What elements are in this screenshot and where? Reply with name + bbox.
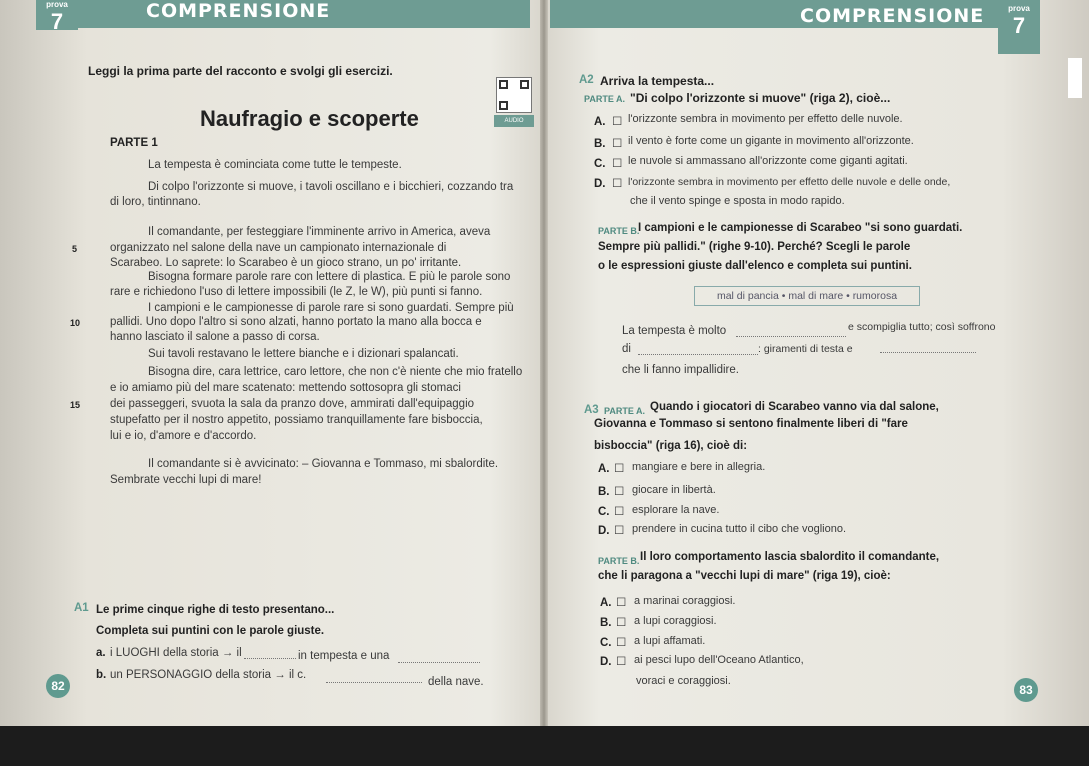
a3-b-opt-a-letter: A.: [600, 597, 612, 609]
table-surface: [0, 726, 1089, 766]
a3-b-opt-d-letter: D.: [600, 656, 612, 668]
fill-blank-3[interactable]: [880, 342, 976, 353]
right-badge-number: 7: [1012, 13, 1026, 38]
a2-part-b-question-3: o le espressioni giuste dall'elenco e completa sui puntini.: [598, 260, 912, 272]
a2-part-b-question-1: I campioni e le campionesse di Scarabeo "si sono guardati.: [638, 222, 963, 234]
a3-opt-c-letter: C.: [598, 506, 610, 518]
a3-opt-d-text: prendere in cucina tutto il cibo che vogliono.: [632, 523, 847, 535]
left-header-title: COMPRENSIONE: [146, 0, 331, 22]
a1-item-b-end: della nave.: [428, 676, 484, 688]
line-number-10: 10: [70, 318, 81, 328]
a3-part-a-question-3: bisboccia" (riga 16), cioè di:: [594, 440, 748, 452]
a3-opt-b-letter: B.: [598, 486, 610, 498]
text-line-5: organizzato nel salone della nave un campionato internazionale di: [110, 242, 447, 254]
exercise-a1-label: A1: [74, 602, 89, 614]
right-prova-badge: [998, 0, 1040, 54]
a3-part-b-question-2: che li paragona a "vecchi lupi di mare" (riga 19), cioè:: [598, 570, 891, 582]
text-line-9: I campioni e le campionesse di parole rare si sono guardati. Sempre più: [148, 302, 514, 314]
a2-opt-c-letter: C.: [594, 158, 606, 170]
text-line-2: Di colpo l'orizzonte si muove, i tavoli oscillano e i bicchieri, cozzando tra: [148, 181, 514, 193]
qr-code-icon: [496, 77, 532, 113]
text-line-10: pallidi. Uno dopo l'altro si sono alzati, hanno portato la mano alla bocca e: [110, 316, 482, 328]
a3-part-a-label: PARTE A.: [604, 406, 646, 416]
a3-b-opt-a-checkbox[interactable]: ☐: [616, 597, 627, 609]
right-page-number: 83: [1014, 678, 1038, 702]
a2-opt-c-text: le nuvole si ammassano all'orizzonte come giganti agitati.: [628, 155, 908, 167]
a3-b-opt-c-letter: C.: [600, 637, 612, 649]
text-line-11: hanno lasciato il salone a passo di corsa.: [110, 331, 320, 343]
exercise-a2-label: A2: [579, 74, 594, 86]
a3-part-a-question-1: Quando i giocatori di Scarabeo vanno via dal salone,: [650, 401, 939, 413]
a3-opt-c-text: esplorare la nave.: [632, 504, 720, 516]
text-line-17: lui e io, d'amore e d'accordo.: [110, 430, 257, 442]
fill-blank-1[interactable]: [736, 326, 846, 337]
a3-opt-c-checkbox[interactable]: ☐: [614, 506, 625, 518]
text-line-14: e io amiamo più del mare scatenato: mettendo sottosopra gli stomaci: [110, 382, 461, 394]
exercise-a2-title: Arriva la tempesta...: [600, 74, 715, 88]
a2-opt-d-checkbox[interactable]: ☐: [612, 178, 623, 190]
text-line-8: rare e richiedono l'uso di lettere impossibili (le Z, le W), più punti si fanno.: [110, 286, 483, 298]
a3-b-opt-d-text: ai pesci lupo dell'Oceano Atlantico,: [634, 654, 804, 666]
a1-item-a-letter: a.: [96, 647, 106, 659]
text-line-15: dei passeggeri, svuota la sala da pranzo dove, ammirati dall'equipaggio: [110, 398, 475, 410]
text-line-18: Il comandante si è avvicinato: – Giovanna e Tommaso, mi sbalordite.: [148, 458, 499, 470]
text-line-3: di loro, tintinnano.: [110, 196, 201, 208]
a2-opt-a-text: l'orizzonte sembra in movimento per effetto delle nuvole.: [628, 113, 903, 125]
a2-part-a-label: PARTE A.: [584, 94, 626, 104]
instruction: Leggi la prima parte del racconto e svolgi gli esercizi.: [88, 64, 393, 78]
right-header-title: COMPRENSIONE: [800, 5, 985, 27]
a2-opt-c-checkbox[interactable]: ☐: [612, 158, 623, 170]
a3-b-opt-d-text-cont: voraci e coraggiosi.: [636, 675, 731, 687]
a2-part-a-question: "Di colpo l'orizzonte si muove" (riga 2), cioè...: [630, 91, 891, 105]
a3-part-a-question-2: Giovanna e Tommaso si sentono finalmente liberi di "fare: [594, 418, 908, 430]
exercise-a3-label: A3: [584, 404, 599, 416]
a3-b-opt-c-text: a lupi affamati.: [634, 635, 706, 647]
text-line-4: Il comandante, per festeggiare l'imminente arrivo in America, aveva: [148, 226, 491, 238]
a2-opt-d-letter: D.: [594, 178, 606, 190]
line-number-15: 15: [70, 400, 81, 410]
a1-blank-1[interactable]: [244, 648, 296, 659]
a3-opt-a-checkbox[interactable]: ☐: [614, 463, 625, 475]
a3-opt-a-text: mangiare e bere in allegria.: [632, 461, 766, 473]
a3-opt-a-letter: A.: [598, 463, 610, 475]
a2-part-b-label: PARTE B.: [598, 226, 640, 236]
exercise-a1-instruction: Completa sui puntini con le parole giuste.: [96, 625, 325, 637]
a2-opt-b-text: il vento è forte come un gigante in movimento all'orizzonte.: [628, 135, 914, 147]
audio-label: AUDIO: [494, 115, 534, 127]
a3-part-b-question-1: Il loro comportamento lascia sbalordito il comandante,: [640, 551, 940, 563]
part-label: PARTE 1: [110, 137, 158, 149]
a1-item-a-mid: in tempesta e una: [298, 650, 390, 662]
a2-part-b-question-2: Sempre più pallidi." (righe 9-10). Perché? Scegli le parole: [598, 241, 911, 253]
right-page: [546, 0, 1089, 726]
text-line-1: La tempesta è cominciata come tutte le tempeste.: [148, 159, 402, 171]
fill-line-3: che li fanno impallidire.: [622, 364, 739, 376]
word-bank-box: mal di pancia • mal di mare • rumorosa: [694, 286, 920, 306]
fill-line-2-start: di: [622, 343, 631, 355]
a1-item-b-text: un PERSONAGGIO della storia → il c.: [110, 669, 307, 681]
a3-opt-b-text: giocare in libertà.: [632, 484, 716, 496]
left-prova-badge: [36, 0, 78, 34]
a2-opt-a-checkbox[interactable]: ☐: [612, 116, 623, 128]
left-badge-number: 7: [50, 9, 64, 34]
a3-b-opt-d-checkbox[interactable]: ☐: [616, 656, 627, 668]
left-page-number: 82: [46, 674, 70, 698]
left-badge-label: prova: [46, 0, 68, 9]
page-tab-marker: [1068, 58, 1082, 98]
a2-opt-a-letter: A.: [594, 116, 606, 128]
a3-b-opt-b-letter: B.: [600, 617, 612, 629]
a2-opt-b-checkbox[interactable]: ☐: [612, 138, 623, 150]
a3-b-opt-c-checkbox[interactable]: ☐: [616, 637, 627, 649]
a3-opt-d-checkbox[interactable]: ☐: [614, 525, 625, 537]
a1-item-a-text: i LUOGHI della storia → il: [110, 647, 242, 659]
a2-opt-d-text: l'orizzonte sembra in movimento per effetto delle nuvole e delle onde,: [628, 176, 951, 188]
fill-line-1-start: La tempesta è molto: [622, 325, 727, 337]
a3-b-opt-b-text: a lupi coraggiosi.: [634, 615, 717, 627]
fill-line-1-end: e scompiglia tutto; così soffrono: [848, 321, 996, 333]
a1-blank-2[interactable]: [398, 652, 480, 663]
text-line-7: Bisogna formare parole rare con lettere di plastica. E più le parole sono: [148, 271, 511, 283]
a3-opt-b-checkbox[interactable]: ☐: [614, 486, 625, 498]
story-title: Naufragio e scoperte: [200, 106, 419, 131]
text-line-6: Scarabeo. Lo saprete: lo Scarabeo è un gioco strano, un po' irritante.: [110, 257, 462, 269]
a2-opt-d-text-cont: che il vento spinge e sposta in modo rapido.: [630, 195, 845, 207]
a2-opt-b-letter: B.: [594, 138, 606, 150]
fill-blank-2[interactable]: [638, 344, 758, 355]
a3-b-opt-b-checkbox[interactable]: ☐: [616, 617, 627, 629]
a3-b-opt-a-text: a marinai coraggiosi.: [634, 595, 736, 607]
text-line-12: Sui tavoli restavano le lettere bianche e i dizionari spalancati.: [148, 348, 459, 360]
a1-item-b-letter: b.: [96, 669, 107, 681]
left-page: [0, 0, 544, 726]
text-line-19: Sembrate vecchi lupi di mare!: [110, 474, 262, 486]
text-line-16: stupefatto per il nostro appetito, possiamo tranquillamente fare bisboccia,: [110, 414, 483, 426]
a3-opt-d-letter: D.: [598, 525, 610, 537]
exercise-a1-question: Le prime cinque righe di testo presentano...: [96, 604, 335, 616]
a1-blank-3[interactable]: [326, 672, 422, 683]
a3-part-b-label: PARTE B.: [598, 556, 640, 566]
right-badge-label: prova: [1008, 4, 1030, 13]
text-line-13: Bisogna dire, cara lettrice, caro lettore, che non c'è niente che mio fratello: [148, 366, 523, 378]
fill-line-2-mid: : giramenti di testa e: [758, 343, 853, 355]
line-number-5: 5: [72, 244, 78, 254]
